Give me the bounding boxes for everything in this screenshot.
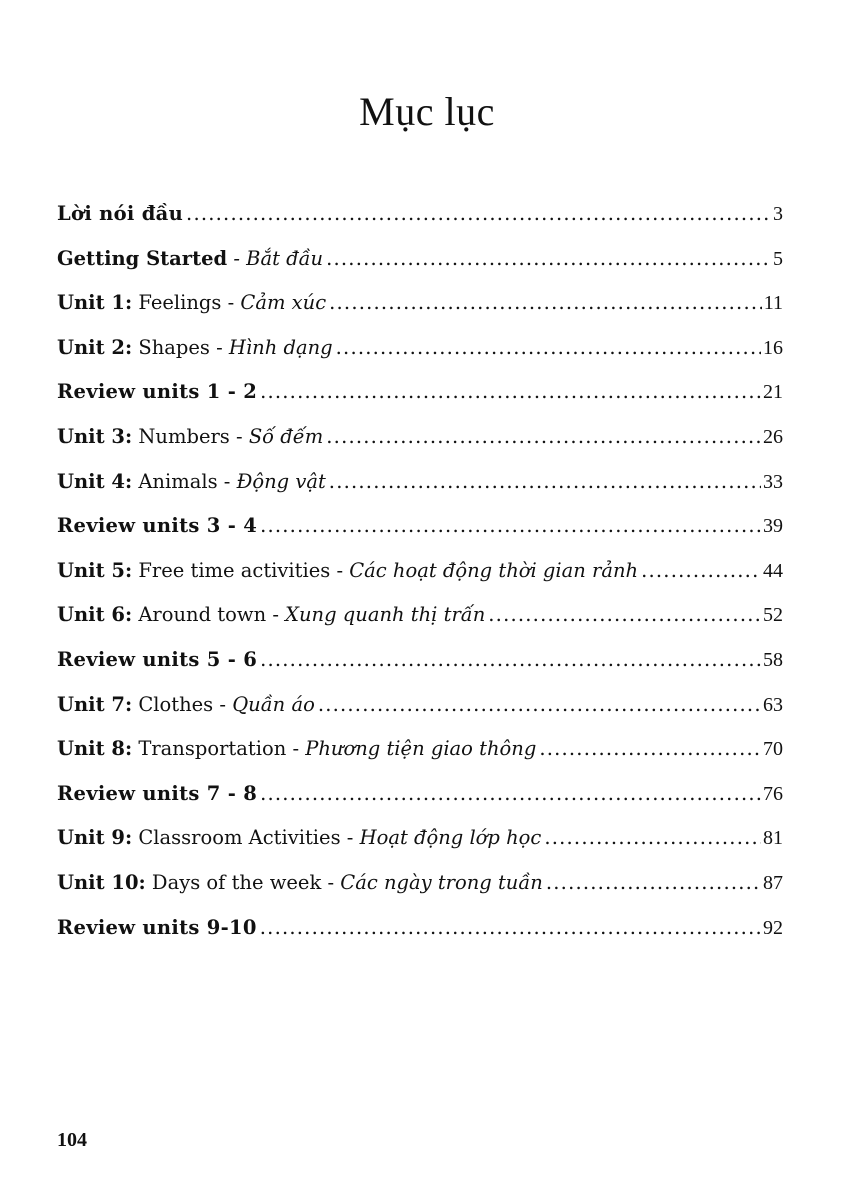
toc-entry-label [57, 291, 326, 314]
dot-leader [336, 336, 761, 359]
toc-entry-vietnamese: Các hoạt động thời gian rảnh [349, 558, 639, 582]
toc-entry-page: 76 [763, 782, 783, 805]
dot-leader [488, 603, 761, 626]
toc-entry-label [57, 603, 485, 626]
dot-leader [318, 693, 761, 716]
toc-entry-label [57, 693, 315, 716]
toc-entry-label [57, 380, 257, 403]
dot-leader [544, 826, 761, 849]
toc-entry-title: Review units 3 - 4 [57, 514, 258, 538]
toc-entry[interactable] [57, 380, 783, 425]
toc-entry-english: Transportation - [132, 737, 306, 761]
toc-entry-english: Clothes - [132, 692, 233, 716]
toc-entry[interactable] [57, 425, 783, 470]
toc-entry-label [57, 336, 333, 359]
toc-entry-page: 26 [763, 425, 783, 448]
toc-entry-title: Unit 9: [57, 826, 133, 850]
toc-entry-title: Unit 6: [57, 603, 133, 627]
dot-leader [641, 559, 761, 582]
toc-entry-vietnamese: Các ngày trong tuần [340, 870, 543, 894]
toc-entry-label [57, 871, 543, 894]
toc-entry-vietnamese: Quần áo [232, 692, 315, 716]
dot-leader [329, 291, 762, 314]
toc-entry-label [57, 737, 536, 760]
toc-entry-title: Unit 4: [57, 469, 133, 493]
dot-leader [326, 247, 771, 270]
toc-entry-page: 21 [763, 381, 783, 404]
toc-entry[interactable] [57, 291, 783, 336]
dot-leader [260, 782, 761, 805]
toc-entry-title: Review units 9-10 [57, 915, 257, 939]
toc-entry[interactable] [57, 826, 783, 871]
toc-entry[interactable] [57, 648, 783, 693]
toc-entry-title: Getting Started [57, 246, 228, 270]
toc-entry[interactable] [57, 737, 783, 782]
page-number: 104 [57, 1129, 87, 1151]
toc-entry[interactable] [57, 871, 783, 916]
toc-entry-english: Days of the week - [145, 870, 341, 894]
toc-entry-vietnamese: Số đếm [248, 424, 324, 448]
toc-entry[interactable] [57, 247, 783, 292]
toc-entry-page: 52 [763, 604, 783, 627]
toc-entry-label [57, 425, 323, 448]
toc-entry-label [57, 916, 257, 939]
toc-entry[interactable] [57, 916, 783, 961]
toc-entry-title: Lời nói đầu [57, 202, 184, 225]
dot-leader [326, 425, 761, 448]
toc-entry-page: 58 [763, 648, 783, 671]
dot-leader [260, 916, 761, 939]
toc-entry-english: Around town - [132, 603, 286, 627]
toc-entry-vietnamese: Cảm xúc [240, 291, 327, 315]
dot-leader [260, 380, 761, 403]
toc-entry[interactable] [57, 693, 783, 738]
toc-entry[interactable] [57, 782, 783, 827]
toc-entry-page: 44 [763, 559, 783, 582]
toc-entry-english: Free time activities - [132, 558, 350, 582]
toc-entry-title: Review units 1 - 2 [57, 380, 258, 404]
toc-entry-english: Feelings - [132, 291, 241, 315]
toc-entry[interactable] [57, 603, 783, 648]
toc-entry-label [57, 559, 638, 582]
toc-entry[interactable] [57, 470, 783, 515]
dot-leader [546, 871, 761, 894]
dot-leader [260, 514, 761, 537]
toc-entry-title: Unit 7: [57, 692, 133, 716]
toc-entry-title: Unit 10: [57, 870, 146, 894]
toc-entry-label [57, 470, 326, 493]
toc-entry[interactable] [57, 336, 783, 381]
toc-entry-page: 87 [763, 871, 783, 894]
dot-leader [260, 648, 761, 671]
toc-entry-page: 3 [773, 203, 783, 225]
toc-entry-vietnamese: - Bắt đầu [227, 246, 324, 270]
toc-entry-title: Unit 5: [57, 558, 133, 582]
toc-entry-vietnamese: Hoạt động lớp học [359, 826, 542, 850]
toc-entry[interactable] [57, 514, 783, 559]
toc-entry-page: 16 [763, 336, 783, 359]
table-of-contents [57, 202, 783, 960]
toc-entry-english: Numbers - [132, 424, 249, 448]
toc-entry-vietnamese: Động vật [236, 469, 326, 493]
toc-entry[interactable] [57, 202, 783, 247]
toc-entry[interactable] [57, 559, 783, 604]
toc-entry-vietnamese: Phương tiện giao thông [305, 737, 537, 761]
dot-leader [186, 202, 771, 225]
toc-entry-title: Unit 1: [57, 291, 133, 315]
toc-entry-title: Review units 5 - 6 [57, 647, 258, 671]
dot-leader [539, 737, 761, 760]
toc-entry-page: 33 [763, 470, 783, 493]
toc-entry-english: Animals - [132, 469, 237, 493]
toc-entry-page: 70 [763, 738, 783, 761]
page-title: Mục lục [359, 89, 495, 134]
toc-entry-title: Unit 2: [57, 335, 133, 359]
toc-entry-label [57, 648, 257, 671]
toc-entry-english: Classroom Activities - [132, 826, 360, 850]
toc-entry-vietnamese: Xung quanh thị trấn [285, 603, 486, 627]
toc-entry-label [57, 202, 183, 225]
toc-entry-page: 63 [763, 693, 783, 716]
toc-entry-page: 39 [763, 515, 783, 538]
toc-entry-english: Shapes - [132, 335, 229, 359]
dot-leader [329, 470, 761, 493]
toc-entry-page: 5 [773, 247, 783, 270]
toc-entry-label [57, 514, 257, 537]
toc-entry-title: Unit 3: [57, 424, 133, 448]
toc-entry-label [57, 247, 323, 270]
toc-entry-label [57, 782, 257, 805]
toc-entry-title: Review units 7 - 8 [57, 781, 258, 805]
toc-entry-page: 81 [763, 827, 783, 850]
toc-entry-label [57, 826, 541, 849]
toc-entry-title: Unit 8: [57, 737, 133, 761]
toc-entry-vietnamese: Hình dạng [228, 335, 333, 359]
toc-entry-page: 92 [763, 916, 783, 939]
toc-entry-page: 11 [763, 292, 783, 315]
